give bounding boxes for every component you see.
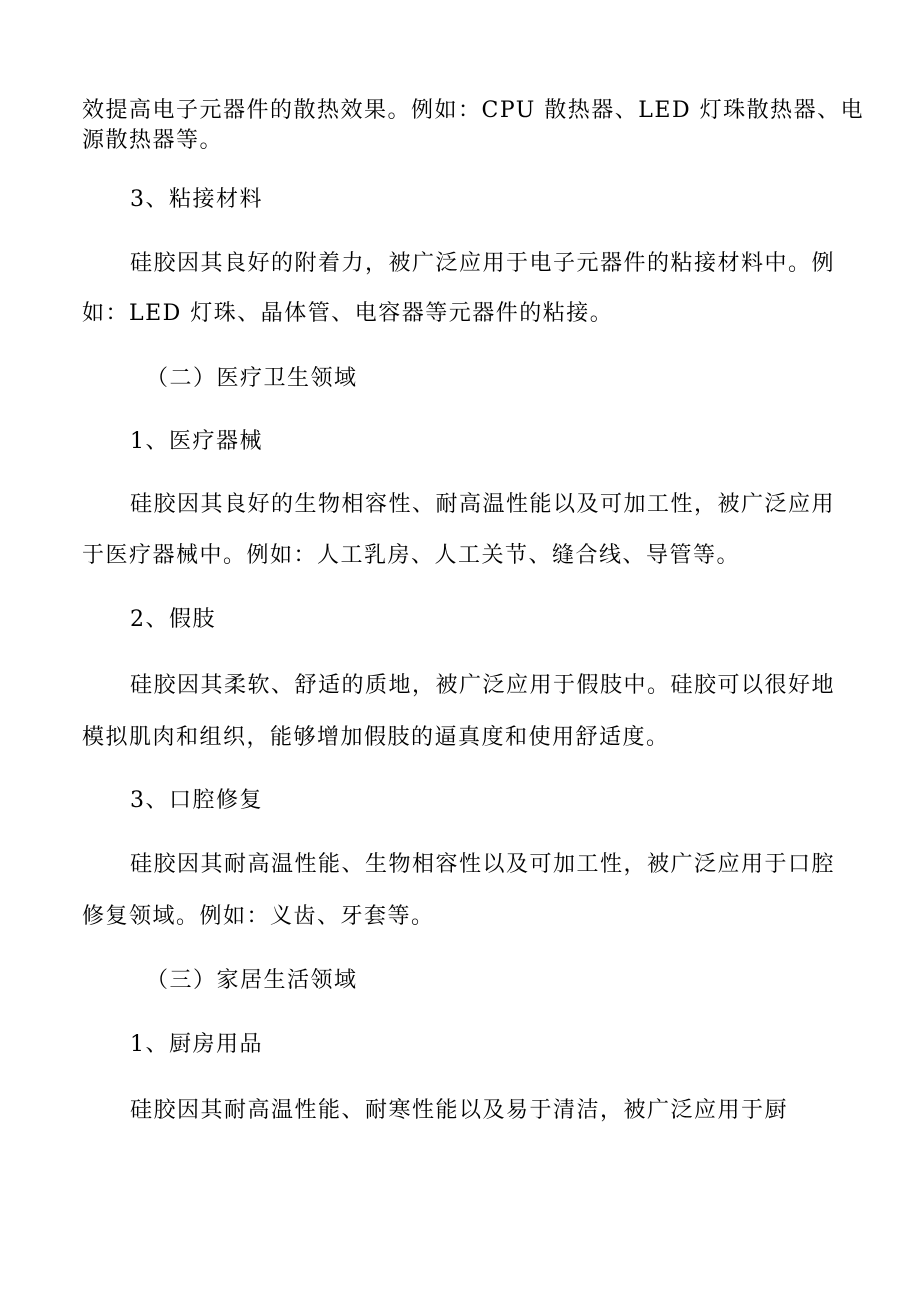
body-text-line: 硅胶因其良好的附着力，被广泛应用于电子元器件的粘接材料中。例 (130, 251, 836, 276)
subsection-heading: 1、厨房用品 (130, 1032, 263, 1057)
body-text-line: 硅胶因其耐高温性能、生物相容性以及可加工性，被广泛应用于口腔 (130, 852, 836, 877)
subsection-heading: 2、假肢 (130, 607, 216, 632)
section-heading: （二）医疗卫生领域 (146, 366, 358, 391)
body-text-line: 硅胶因其耐高温性能、耐寒性能以及易于清洁，被广泛应用于厨 (130, 1098, 789, 1123)
subsection-heading: 3、粘接材料 (130, 187, 263, 212)
subsection-heading: 1、医疗器械 (130, 429, 263, 454)
body-text-line: 模拟肌肉和组织，能够增加假肢的逼真度和使用舒适度。 (82, 725, 670, 750)
subsection-heading: 3、口腔修复 (130, 788, 263, 813)
body-text-line: 效提高电子元器件的散热效果。例如：CPU 散热器、LED 灯珠散热器、电 (82, 98, 865, 123)
body-text-line: 如：LED 灯珠、晶体管、电容器等元器件的粘接。 (82, 301, 614, 326)
section-heading: （三）家居生活领域 (146, 968, 358, 993)
body-text-line: 硅胶因其柔软、舒适的质地，被广泛应用于假肢中。硅胶可以很好地 (130, 673, 836, 698)
body-text-line: 源散热器等。 (82, 128, 224, 153)
body-text-line: 修复领域。例如：义齿、牙套等。 (82, 904, 435, 929)
body-text-line: 硅胶因其良好的生物相容性、耐高温性能以及可加工性，被广泛应用 (130, 492, 836, 517)
body-text-line: 于医疗器械中。例如：人工乳房、人工关节、缝合线、导管等。 (82, 543, 741, 568)
